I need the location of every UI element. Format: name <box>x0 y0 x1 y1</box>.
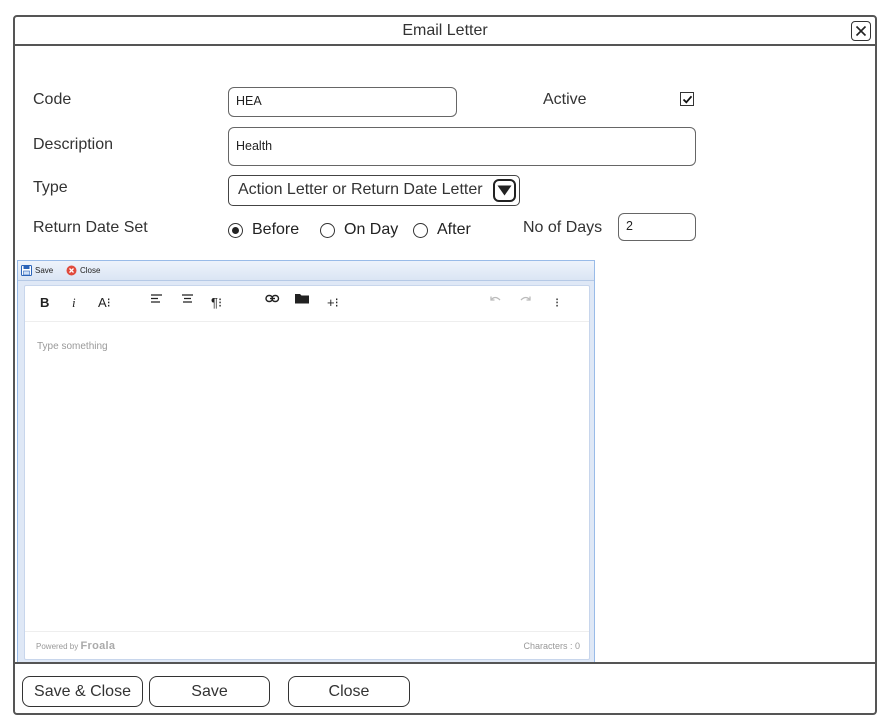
radio-after[interactable] <box>413 223 428 238</box>
editor-placeholder: Type something <box>37 341 108 352</box>
window-title: Email Letter <box>402 22 488 39</box>
close-circle-icon <box>66 265 77 276</box>
paragraph-format-icon[interactable]: ¶⁝ <box>211 295 223 310</box>
editor-format-toolbar <box>25 286 589 322</box>
radio-on-day-label[interactable]: On Day <box>344 221 399 238</box>
description-input[interactable]: Health <box>228 127 696 166</box>
more-options-icon[interactable]: ⁝ <box>555 295 560 310</box>
italic-icon[interactable]: i <box>72 295 76 310</box>
align-left-icon[interactable] <box>150 292 163 308</box>
redo-icon[interactable] <box>519 292 532 308</box>
folder-icon[interactable] <box>294 292 310 308</box>
froala-logo: Froala <box>80 640 116 652</box>
character-counter: Characters : 0 <box>523 641 580 651</box>
editor-save-button[interactable] <box>21 265 53 276</box>
editor-save-label: Save <box>35 266 54 275</box>
no-of-days-label: No of Days <box>523 219 603 236</box>
editor-close-label: Close <box>80 266 101 275</box>
font-size-icon[interactable]: A⁝ <box>98 295 111 310</box>
more-insert-icon[interactable]: +⁝ <box>327 295 339 310</box>
email-letter-window <box>13 15 877 715</box>
checkmark-icon <box>682 94 693 105</box>
window-close-button[interactable] <box>851 21 871 41</box>
align-center-icon[interactable] <box>181 292 194 308</box>
description-label: Description <box>33 136 114 153</box>
triangle-down-icon <box>497 185 512 196</box>
return-date-label: Return Date Set <box>33 219 148 236</box>
save-button[interactable]: Save <box>149 676 270 707</box>
save-and-close-button[interactable]: Save & Close <box>22 676 143 707</box>
radio-on-day[interactable] <box>320 223 335 238</box>
code-input[interactable]: HEA <box>228 87 457 117</box>
type-select-value: Action Letter or Return Date Letter <box>238 181 483 198</box>
editor-close-button[interactable] <box>66 265 100 276</box>
link-icon[interactable] <box>265 292 280 308</box>
powered-by-prefix: Powered by <box>36 642 79 651</box>
footer-divider <box>15 662 875 664</box>
editor-panel-toolbar <box>18 261 594 281</box>
rich-text-editor[interactable] <box>24 285 590 660</box>
dropdown-arrow-button[interactable] <box>493 179 516 202</box>
editor-footer <box>25 631 589 659</box>
title-bar <box>15 17 875 46</box>
no-of-days-input[interactable]: 2 <box>618 213 696 241</box>
bold-icon[interactable]: B <box>40 295 50 310</box>
active-label: Active <box>543 91 587 108</box>
close-button[interactable]: Close <box>288 676 410 707</box>
undo-icon[interactable] <box>489 292 502 308</box>
type-label: Type <box>33 179 68 196</box>
editor-panel <box>17 260 595 663</box>
floppy-disk-icon <box>21 265 32 276</box>
radio-before[interactable] <box>228 223 243 238</box>
powered-by[interactable] <box>36 640 115 652</box>
radio-before-label[interactable]: Before <box>252 221 300 238</box>
radio-after-label[interactable]: After <box>437 221 471 238</box>
type-select[interactable] <box>228 175 520 206</box>
code-label: Code <box>33 91 72 108</box>
close-icon <box>855 25 867 37</box>
active-checkbox[interactable] <box>680 92 694 106</box>
